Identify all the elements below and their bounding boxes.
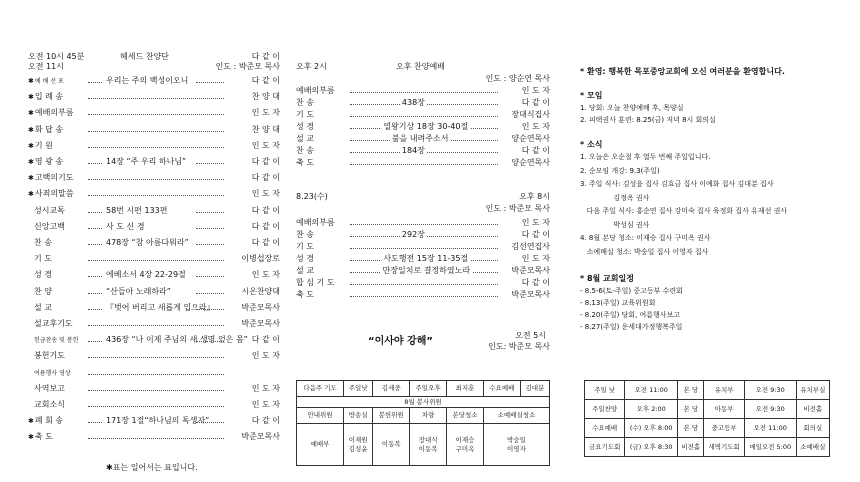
order-by: 이병섭장로	[241, 254, 280, 264]
order-label: 성 경	[296, 254, 314, 263]
worship-time-cell: 매일오전 5:00	[744, 438, 796, 457]
order-by: 박준모목사	[241, 432, 280, 442]
worship-time-cell: 오후 2:00	[625, 400, 678, 419]
morning-order-item	[28, 157, 280, 167]
worship-time-cell: 본 당	[678, 419, 704, 438]
news-item: 다음 주일 식사: 홍순연 집사 강미숙 집사 육정화 집사 유재선 권사	[580, 207, 788, 215]
order-by: 인 도 자	[521, 254, 550, 263]
morning-order-item	[28, 384, 280, 394]
morning-order-item	[28, 319, 280, 329]
order-by: 다 같 이	[521, 146, 550, 155]
role-name-cell: 이동복	[373, 424, 410, 466]
order-label: 찬 송	[296, 230, 314, 239]
prayer-cell: 김세중	[373, 381, 410, 397]
role-header-cell: 차량	[410, 408, 447, 424]
order-label: ✱ 화 답 송	[28, 125, 63, 134]
pm2-header: 오후 2시 오후 찬양예배	[296, 62, 445, 71]
order-content: 사도행전 15장 11-35절	[383, 254, 469, 263]
order-content: “산들아 노래하라”	[106, 286, 171, 296]
leader-dots	[196, 228, 224, 229]
order-label: ✱ 사죄의말씀	[28, 189, 74, 198]
morning-order-item	[28, 125, 280, 135]
order-by: 시온찬양대	[241, 286, 280, 296]
order-by: 다 같 이	[251, 238, 280, 247]
order-by: 양순연목사	[511, 134, 550, 143]
worship-time-cell: 본 당	[678, 400, 704, 419]
order-label: ✱ 축 도	[28, 432, 53, 441]
role-header-cell: 본당청소	[447, 408, 484, 424]
schedule-item: - 8.13(주일) 교육위원회	[580, 299, 656, 307]
order-by: 박준모목사	[241, 302, 280, 312]
order-label: 설 교	[34, 302, 52, 312]
leader-dots	[196, 244, 224, 245]
order-by: 찬 양 대	[251, 92, 280, 102]
order-label: 축 도	[296, 158, 314, 167]
order-label: 설교후기도	[34, 319, 73, 328]
order-label: 찬 송	[296, 98, 314, 107]
leader-dots	[88, 357, 224, 358]
order-content: 사 도 신 경	[106, 221, 145, 231]
morning-order-item	[28, 368, 280, 378]
worship-time-cell: 오전 9:30	[744, 381, 796, 400]
worship-time-cell: (수) 오후 8:00	[625, 419, 678, 438]
leader-dots	[196, 309, 224, 310]
news-item: 김정옥 권사	[580, 193, 650, 202]
morning-order-item	[28, 141, 280, 151]
order-label: 봉헌기도	[34, 351, 65, 361]
order-label: ✱ 입 례 송	[28, 92, 63, 101]
service-order-item	[296, 218, 550, 228]
prayer-cell: 최지훈	[447, 381, 484, 397]
meeting-item: 2. 피택권사 훈련: 8.25(금) 저녁 8시 회의실	[580, 116, 716, 124]
morning-order-item	[28, 303, 280, 313]
prayer-cell: 주일오후	[410, 381, 447, 397]
news-item: 1. 오늘은 오순절 후 열두 번째 주일입니다.	[580, 153, 711, 161]
news-item: 4. 8월 본당 청소: 이재승 집사 구미옥 권사	[580, 234, 711, 242]
order-by: 인 도 자	[251, 383, 280, 393]
morning-order-item	[28, 416, 280, 426]
order-content: 열왕기상 18장 30-40절	[383, 122, 469, 131]
leader-dots	[88, 163, 102, 164]
order-by: 인 도 자	[251, 270, 280, 280]
worship-time-cell: 아동부	[704, 400, 744, 419]
order-label: 설 교	[296, 134, 314, 143]
order-label: 신앙고백	[34, 221, 65, 231]
order-label: 성 경	[296, 122, 314, 131]
order-label: 합 심 기 도	[296, 278, 335, 287]
leader-dots	[350, 164, 498, 165]
order-label: 교회소식	[34, 400, 65, 409]
morning-order-item	[28, 189, 280, 199]
worship-time-cell: 오전 11:00	[744, 419, 796, 438]
fri-leader: 인도: 박준모 목사	[488, 342, 550, 351]
order-by: 다 같 이	[521, 230, 550, 239]
order-by: 양순연목사	[511, 158, 550, 167]
leader-dots	[88, 98, 224, 99]
meeting-title: * 모임	[580, 91, 603, 100]
news-item: 2. 순모임 개강: 9.3(주일)	[580, 166, 660, 175]
role-name-cell: 박숭일 이영자	[483, 424, 549, 466]
morning-order-item	[28, 173, 280, 183]
leader-dots	[88, 309, 102, 310]
order-label: 찬 송	[296, 146, 314, 155]
order-label: ✱ 고백의기도	[28, 173, 74, 182]
order-content: 478장 “참 아름다워라”	[106, 238, 189, 247]
leader-dots	[350, 224, 498, 225]
leader-dots	[88, 147, 224, 148]
order-by: 인 도 자	[251, 351, 280, 361]
order-content: 우리는 주의 백성이오니	[106, 76, 189, 85]
morning-order-item	[28, 206, 280, 216]
service-order-item	[296, 254, 550, 264]
order-content: 『벗어 버리고 새롭게 입으라』	[106, 302, 215, 312]
service-order-item	[296, 158, 550, 168]
role-name-cell: 이재승 구미옥	[447, 424, 484, 466]
prayer-cell: 다음주 기도	[297, 381, 344, 397]
leader-dots	[196, 276, 224, 277]
service-order-item	[296, 278, 550, 288]
order-by: 인 도 자	[251, 140, 280, 150]
service-order-item	[296, 146, 550, 156]
role-name-cell: 예배부	[297, 424, 344, 466]
worship-time-cell: 금요기도회	[585, 438, 625, 457]
morning-order-item	[28, 108, 280, 118]
morning-order-item	[28, 92, 280, 102]
fri-title: “이사야 강해”	[368, 336, 433, 347]
order-by: 인 도 자	[251, 189, 280, 199]
order-by: 다 같 이	[251, 157, 280, 166]
leader-dots	[350, 284, 498, 285]
order-content: 436장 “나 이제 주님의 새 생명 얻은 몸”	[106, 335, 248, 345]
order-by: 다 같 이	[251, 76, 280, 85]
schedule-item: - 8.5-6(토-주일) 중고등부 수련회	[580, 287, 683, 295]
order-by: 장대식집사	[511, 110, 550, 119]
order-label: 성 경	[34, 270, 52, 280]
morning-order-item	[28, 351, 280, 361]
order-by: 박준모목사	[511, 266, 550, 275]
leader-dots	[196, 293, 224, 294]
leader-dots	[88, 325, 224, 326]
morning-order-item	[28, 76, 280, 86]
worship-time-cell: (금) 오후 8:30	[625, 438, 678, 457]
order-label: 헌금찬송 및 봉헌	[34, 337, 79, 345]
leader-dots	[196, 212, 224, 213]
leader-dots	[196, 422, 224, 423]
leader-dots	[350, 296, 498, 297]
worship-time-cell: 새벽기도회	[704, 438, 744, 457]
leader-dots	[88, 390, 224, 391]
role-header-cell: 소예배실청소	[483, 408, 549, 424]
leader-dots	[88, 438, 224, 439]
leader-dots	[88, 114, 224, 115]
leader-dots	[350, 92, 498, 93]
service-order-item	[296, 86, 550, 96]
order-label: 성시교독	[34, 205, 65, 215]
service-order-item	[296, 122, 550, 132]
worship-time-cell: 소예배실	[796, 438, 829, 457]
morning-header-2: 오전 11시 인도 : 박준모 목사	[28, 62, 280, 71]
leader-dots	[88, 374, 224, 375]
news-item: 소예배실 청소: 박숭일 집사 이영자 집사	[580, 247, 709, 256]
fri-time: 오전 5시	[515, 331, 546, 340]
order-by: 다 같 이	[251, 173, 280, 183]
order-label: 찬 양	[34, 286, 52, 296]
role-header-cell: 안내위원	[297, 408, 344, 424]
morning-order-item	[28, 287, 280, 297]
order-content: 불을 내려주소서	[391, 134, 449, 143]
worship-time-cell: 수요예배	[585, 419, 625, 438]
wed-time: 오후 8시	[519, 192, 550, 201]
worship-time-cell: 중고등부	[704, 419, 744, 438]
order-label: 설 교	[296, 266, 314, 275]
service-table-title: 8월 봉사위원	[297, 397, 550, 408]
role-name-cell: 이재원 김성윤	[344, 424, 373, 466]
order-content: 에베소서 4장 22-29절	[106, 270, 186, 280]
order-label: ✱ 예배의부름	[28, 108, 74, 117]
order-label: 사역보고	[34, 383, 65, 393]
leader-dots	[88, 179, 224, 180]
order-label: 축 도	[296, 290, 314, 299]
meeting-item: 1. 당회: 오늘 찬양예배 후, 목양실	[580, 104, 684, 112]
order-content: 만장일치로 결정하였노라	[382, 266, 471, 275]
morning-order-item	[28, 270, 280, 280]
worship-time-cell: 오전 9:30	[744, 400, 796, 419]
morning-order-item	[28, 400, 280, 410]
leader-dots	[196, 82, 224, 83]
order-label: ✱ 기 원	[28, 141, 53, 150]
wed-leader: 인도 : 박준모 목사	[485, 204, 550, 213]
worship-time-cell: 본 당	[678, 381, 704, 400]
leader-dots	[88, 422, 102, 423]
worship-time-cell: 비전홀	[796, 400, 829, 419]
morning-order-item	[28, 335, 280, 345]
order-label: 기 도	[34, 254, 52, 264]
order-by: 다 같 이	[521, 278, 550, 287]
worship-time-cell: 유치부실	[796, 381, 829, 400]
footnote: ✱표는 일어서는 표입니다.	[106, 463, 198, 472]
morning-order-item	[28, 254, 280, 264]
service-order-item	[296, 230, 550, 240]
news-item: 3. 주일 식사: 김성윤 집사 김효금 집사 이예화 집사 김대분 집사	[580, 180, 774, 188]
service-order-item	[296, 290, 550, 300]
service-order-item	[296, 110, 550, 120]
order-content: 171장 1절“하나님의 독생자”	[106, 416, 210, 426]
service-order-item	[296, 242, 550, 252]
order-by: 인 도 자	[251, 108, 280, 118]
leader-dots	[88, 228, 102, 229]
morning-order-item	[28, 222, 280, 232]
order-content: 292장	[401, 230, 425, 239]
role-header-cell: 방송실	[344, 408, 373, 424]
order-by: 인 도 자	[521, 218, 550, 227]
prayer-cell: 수요예배	[483, 381, 520, 397]
morning-header-1: 오전 10시 45분 헤세드 찬양단 다 같 이	[28, 52, 280, 61]
leader-dots	[88, 212, 102, 213]
leader-dots	[88, 131, 224, 132]
order-by: 인 도 자	[251, 400, 280, 409]
order-label: 예배의부름	[296, 86, 335, 95]
order-by: 다 같 이	[251, 416, 280, 426]
order-content: 14장 “주 우리 하나님”	[106, 157, 187, 166]
order-content: 184장	[401, 146, 425, 155]
news-item: 박성심 권사	[580, 220, 650, 229]
order-label: ✱ 예 배 선 포	[28, 78, 64, 85]
order-by: 다 같 이	[251, 221, 280, 231]
leader-dots	[196, 163, 224, 164]
order-label: 여름행사 영상	[34, 369, 71, 377]
leader-dots	[88, 293, 102, 294]
schedule-item: - 8.27(주일) 운세대가정행복주일	[580, 323, 683, 331]
leader-dots	[350, 248, 498, 249]
wed-date: 8.23(수)	[296, 192, 328, 201]
order-label: ✱ 폐 회 송	[28, 416, 63, 425]
schedule-item: - 8.20(주일) 당회, 여름행사보고	[580, 311, 681, 319]
order-by: 박준모목사	[511, 290, 550, 299]
leader-dots	[88, 276, 102, 277]
worship-time-cell: 오전 11:00	[625, 381, 678, 400]
service-order-item	[296, 98, 550, 108]
order-by: 인 도 자	[521, 86, 550, 95]
welcome-text: * 환영: 행복한 목포중앙교회에 오신 여러분을 환영합니다.	[580, 67, 785, 76]
order-by: 다 같 이	[521, 98, 550, 107]
worship-times-table	[584, 380, 830, 457]
worship-time-cell: 주일찬양	[585, 400, 625, 419]
leader-dots	[88, 406, 224, 407]
morning-order-item	[28, 238, 280, 248]
pm2-leader: 인도 : 양순연 목사	[485, 74, 550, 83]
order-by: 찬 양 대	[251, 124, 280, 134]
service-order-item	[296, 134, 550, 144]
prayer-cell: 김대분	[520, 381, 549, 397]
schedule-title: * 8월 교회일정	[580, 274, 634, 283]
order-by: 다 같 이	[251, 205, 280, 215]
order-by: 김선연집사	[511, 242, 550, 251]
service-table	[296, 380, 550, 466]
order-content: 58번 시편 133편	[106, 205, 168, 215]
order-by: 박준모목사	[241, 319, 280, 328]
order-label: ✱ 영 광 송	[28, 157, 63, 166]
morning-order-item	[28, 432, 280, 442]
worship-time-cell: 회의실	[796, 419, 829, 438]
worship-time-cell: 비전홀	[678, 438, 704, 457]
leader-dots	[88, 244, 102, 245]
role-header-cell: 봉헌위원	[373, 408, 410, 424]
worship-time-cell: 주일 낮	[585, 381, 625, 400]
leader-dots	[88, 260, 224, 261]
order-label: 기 도	[296, 110, 314, 119]
prayer-cell: 주일낮	[344, 381, 373, 397]
order-by: 인 도 자	[521, 122, 550, 131]
order-content: 438장	[401, 98, 425, 107]
order-label: 기 도	[296, 242, 314, 251]
leader-dots	[350, 116, 498, 117]
order-label: 찬 송	[34, 238, 52, 247]
service-order-item	[296, 266, 550, 276]
order-by: 다 같 이	[251, 335, 280, 345]
order-label: 예배의부름	[296, 218, 335, 227]
leader-dots	[88, 82, 102, 83]
leader-dots	[88, 341, 102, 342]
leader-dots	[88, 195, 224, 196]
role-name-cell: 장대식 이동복	[410, 424, 447, 466]
leader-dots	[196, 341, 224, 342]
news-title: * 소식	[580, 140, 603, 149]
worship-time-cell: 유치부	[704, 381, 744, 400]
